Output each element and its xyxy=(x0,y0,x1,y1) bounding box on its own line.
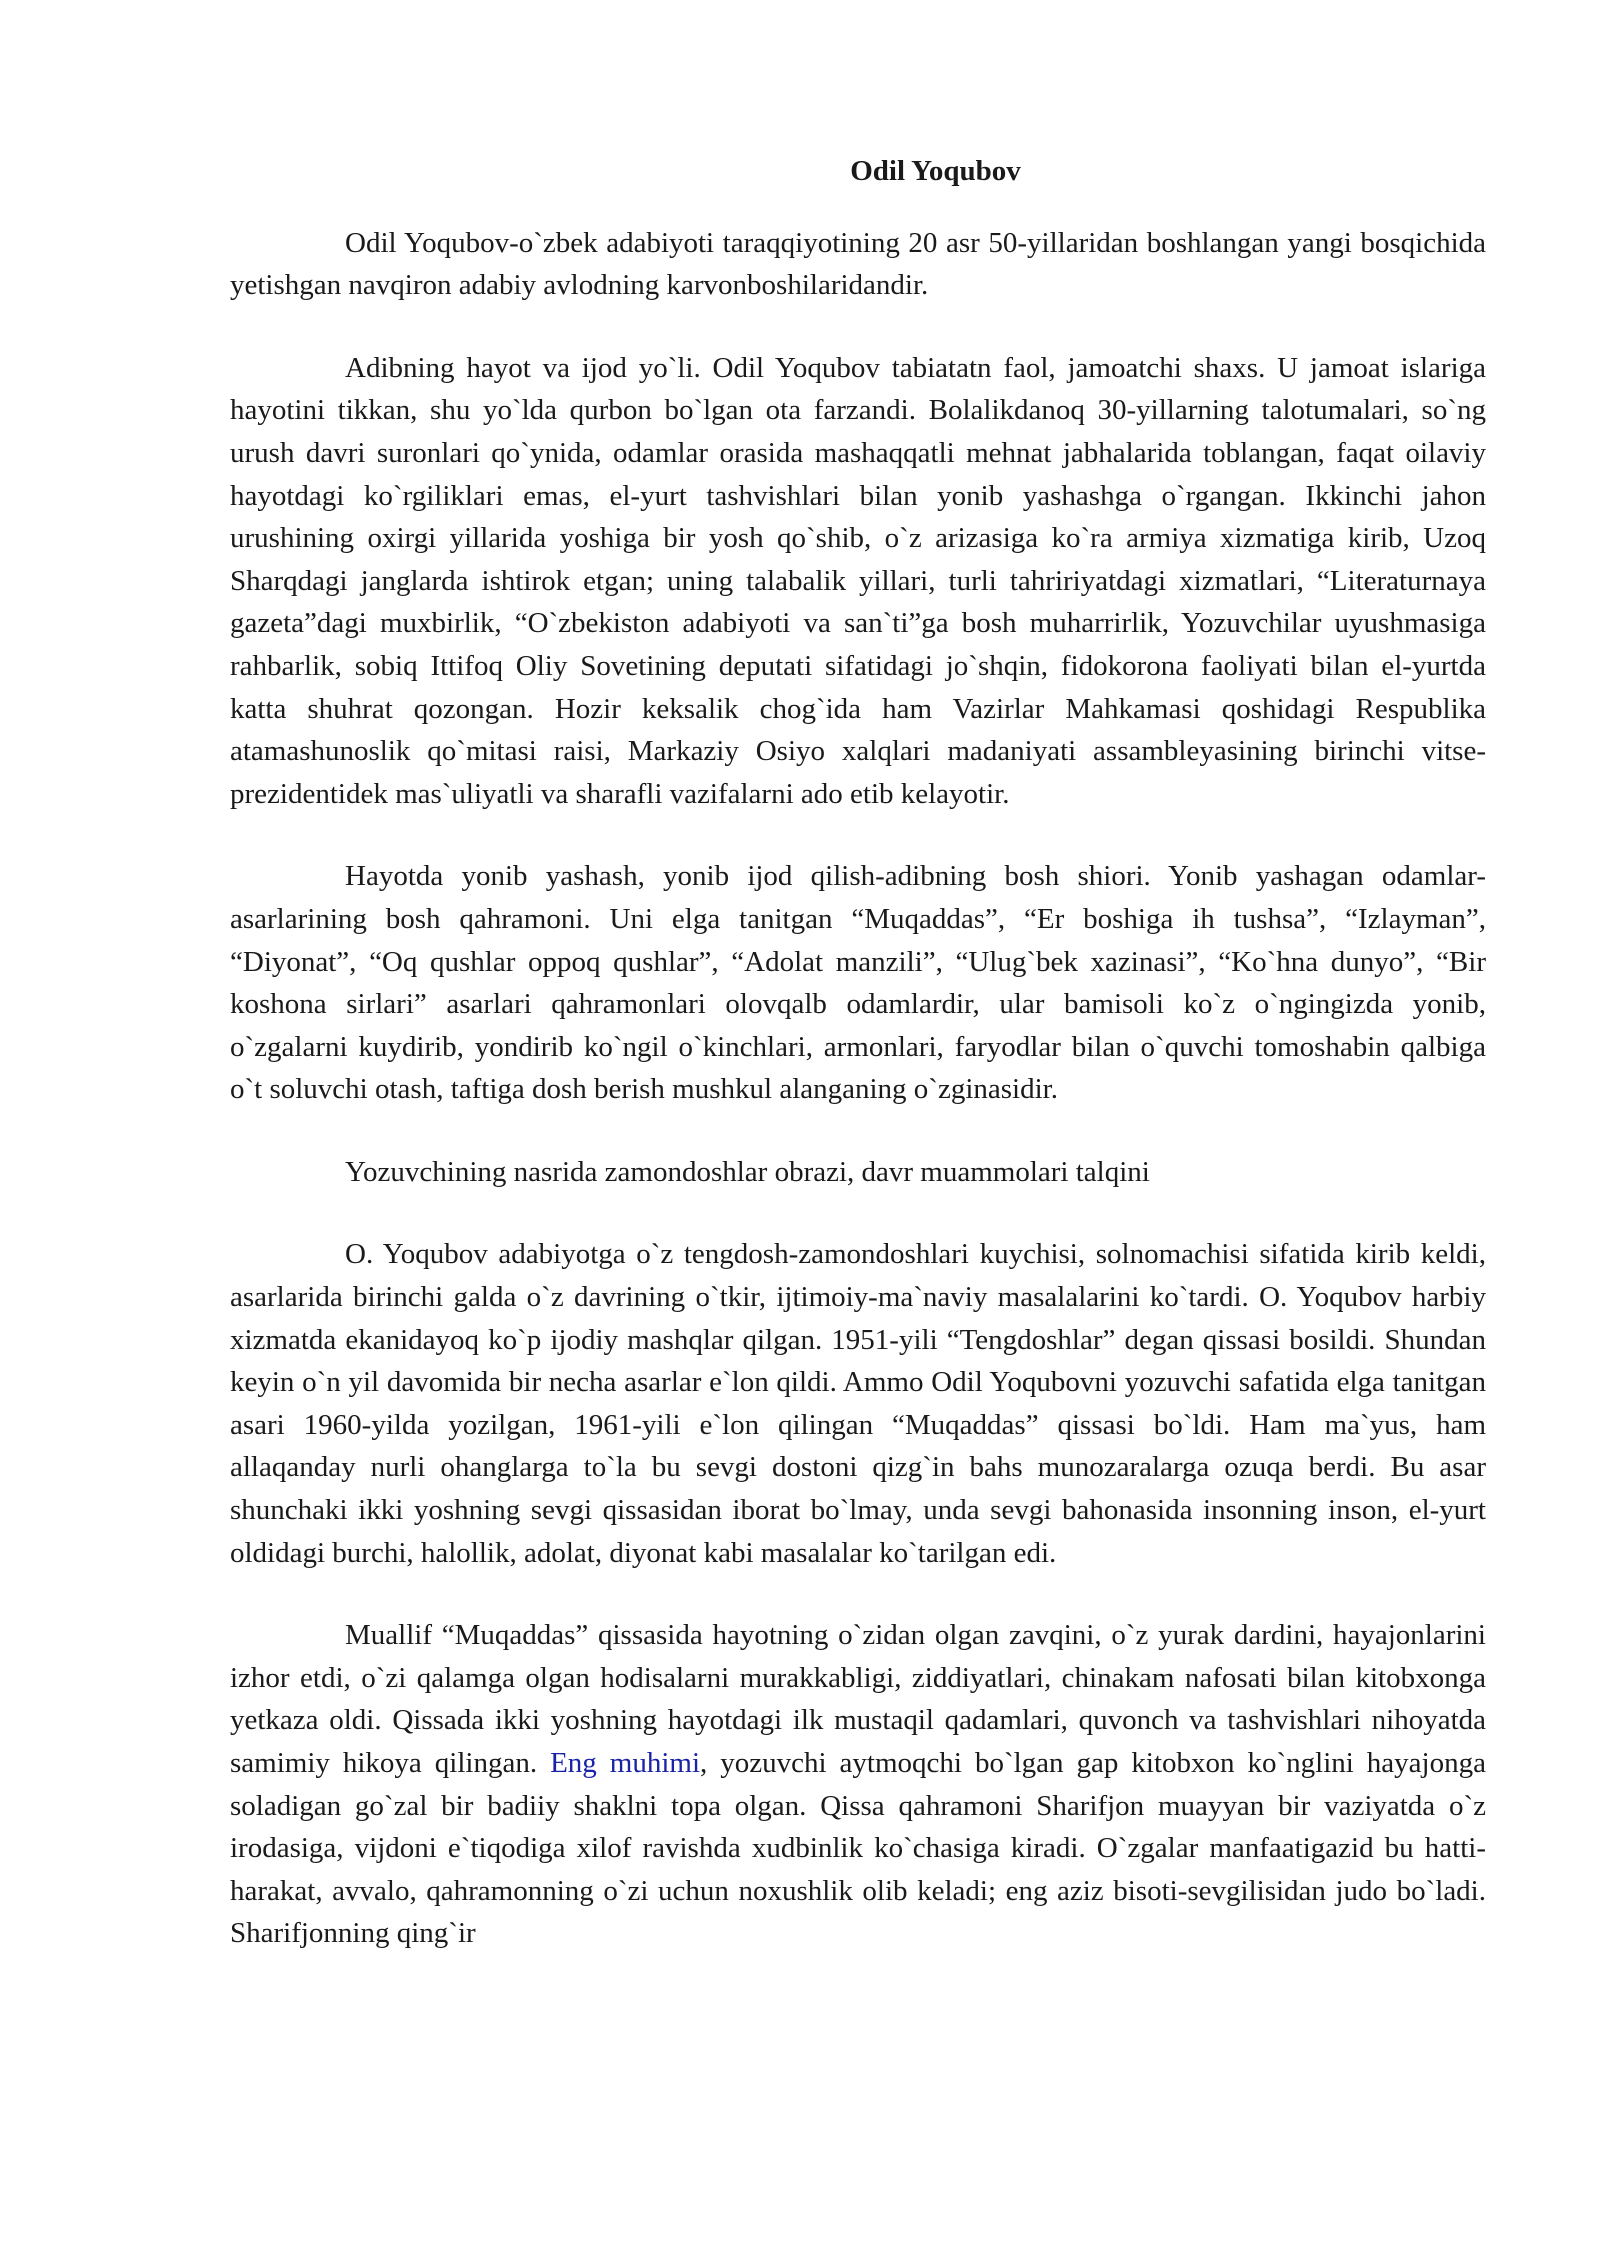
document-title: Odil Yoqubov xyxy=(850,155,1021,187)
section-heading: Yozuvchining nasrida zamondoshlar obrazi, davr muammolari talqini xyxy=(345,1155,1150,1188)
paragraph-early-career: O. Yoqubov adabiyotga o`z tengdosh-zamondoshlari kuychisi, solnomachisi sifatida kirib keldi, asarlarida birinchi galda o`z davrining o`tkir, ijtimoiy-ma`naviy masalalarini ko`tardi. O. Yoqubov harbiy xizmatda ekanidayoq ko`p ijodiy mashqlar qilgan. 1951-yili “Tengdoshlar” degan qissasi bosildi. Shundan keyin o`n yil davomida bir necha asarlar e`lon qildi. Ammo Odil Yoqubovni yozuvchi safatida elga tanitgan asari 1960-yilda yozilgan, 1961-yili e`lon qilingan “Muqaddas” qissasi bo`ldi. Ham ma`yus, ham allaqanday nurli ohanglarga to`la bu sevgi dostoni qizg`in bahs munozaralarga ozuqa berdi. Bu asar shunchaki ikki yoshning sevgi qissasidan iborat bo`lmay, unda sevgi bahonasida insonning inson, el-yurt oldidagi burchi, halollik, adolat, diyonat kabi masalalar ko`tarilgan edi. xyxy=(230,1238,1486,1569)
document-page xyxy=(230,150,1486,1995)
paragraph-text-start: Muallif “Muqaddas” qissasida hayotning o`zidan olgan zavqini, o`z yurak dardini, hayajonlarini izhor etdi, o`zi qalamga olgan hodisalarni murakkabligi, ziddiyatlari, chinakam nafosati bilan kitobxonga yetkaza oldi. Qissada ikki yoshning hayotdagi ilk mustaqil qadamlari, quvonch va tashvishlari nihoyatda samimiy hikoya qilingan. xyxy=(230,1619,1486,1779)
paragraph-muqaddas xyxy=(230,1614,1486,1955)
paragraph-life-path: Adibning hayot va ijod yo`li. Odil Yoqubov tabiatatn faol, jamoatchi shaxs. U jamoat islariga hayotini tikkan, shu yo`lda qurbon bo`lgan ota farzandi. Bolalikdanoq 30-yillarning talotumalari, so`ng urush davri suronlari qo`ynida, odamlar orasida mashaqqatli mehnat jabhalarida toblangan, faqat oilaviy hayotdagi ko`rgiliklari emas, el-yurt tashvishlari bilan yonib yashashga o`rgangan. Ikkinchi jahon urushining oxirgi yillarida yoshiga bir yosh qo`shib, o`z arizasiga ko`ra armiya xizmatiga kirib, Uzoq Sharqdagi janglarda ishtirok etgan; uning talabalik yillari, turli tahririyatdagi xizmatlari, “Literaturnaya gazeta”dagi muxbirlik, “O`zbekiston adabiyoti va san`ti”ga bosh muharrirlik, Yozuvchilar uyushmasiga rahbarlik, sobiq Ittifoq Oliy Sovetining deputati sifatidagi jo`shqin, fidokorona faoliyati bilan el-yurtda katta shuhrat qozongan. Hozir keksalik chog`ida ham Vazirlar Mahkamasi qoshidagi Respublika atamashunoslik qo`mitasi raisi, Markaziy Osiyo xalqlari madaniyati assambleyasining birinchi vitse-prezidentidek mas`uliyatli va sharafli vazifalarni ado etib kelayotir. xyxy=(230,351,1486,810)
paragraph-text-end: , yozuvchi aytmoqchi bo`lgan gap kitobxon ko`nglini hayajonga soladigan go`zal bir badiiy shaklni topa olgan. Qissa qahramoni Sharifjon muayyan bir vaziyatda o`z irodasiga, vijdoni e`tiqodiga xilof ravishda xudbinlik ko`chasiga kiradi. O`zgalar manfaatigazid bu hatti-harakat, avvalo, qahramonning o`zi uchun noxushlik olib keladi; eng aziz bisoti-sevgilisidan judo bo`ladi. Sharifjonning qing`ir xyxy=(230,1747,1486,1950)
eng-muhimi-link[interactable]: Eng muhimi xyxy=(550,1747,701,1779)
paragraph-intro: Odil Yoqubov-o`zbek adabiyoti taraqqiyotining 20 asr 50-yillaridan boshlangan yangi bosqichida yetishgan navqiron adabiy avlodning karvonboshilaridandir. xyxy=(230,226,1486,302)
paragraph-works: Hayotda yonib yashash, yonib ijod qilish-adibning bosh shiori. Yonib yashagan odamlar-asarlarining bosh qahramoni. Uni elga tanitgan “Muqaddas”, “Er boshiga ih tushsa”, “Izlayman”, “Diyonat”, “Oq qushlar oppoq qushlar”, “Adolat manzili”, “Ulug`bek xazinasi”, “Ko`hna dunyo”, “Bir koshona sirlari” asarlari qahramonlari olovqalb odamlardir, ular bamisoli ko`z o`ngingizda yonib, o`zgalarni kuydirib, yondirib ko`ngil o`kinchlari, armonlari, faryodlar bilan o`quvchi tomoshabin qalbiga o`t soluvchi otash, taftiga dosh berish mushkul alanganing o`zginasidir. xyxy=(230,860,1486,1106)
